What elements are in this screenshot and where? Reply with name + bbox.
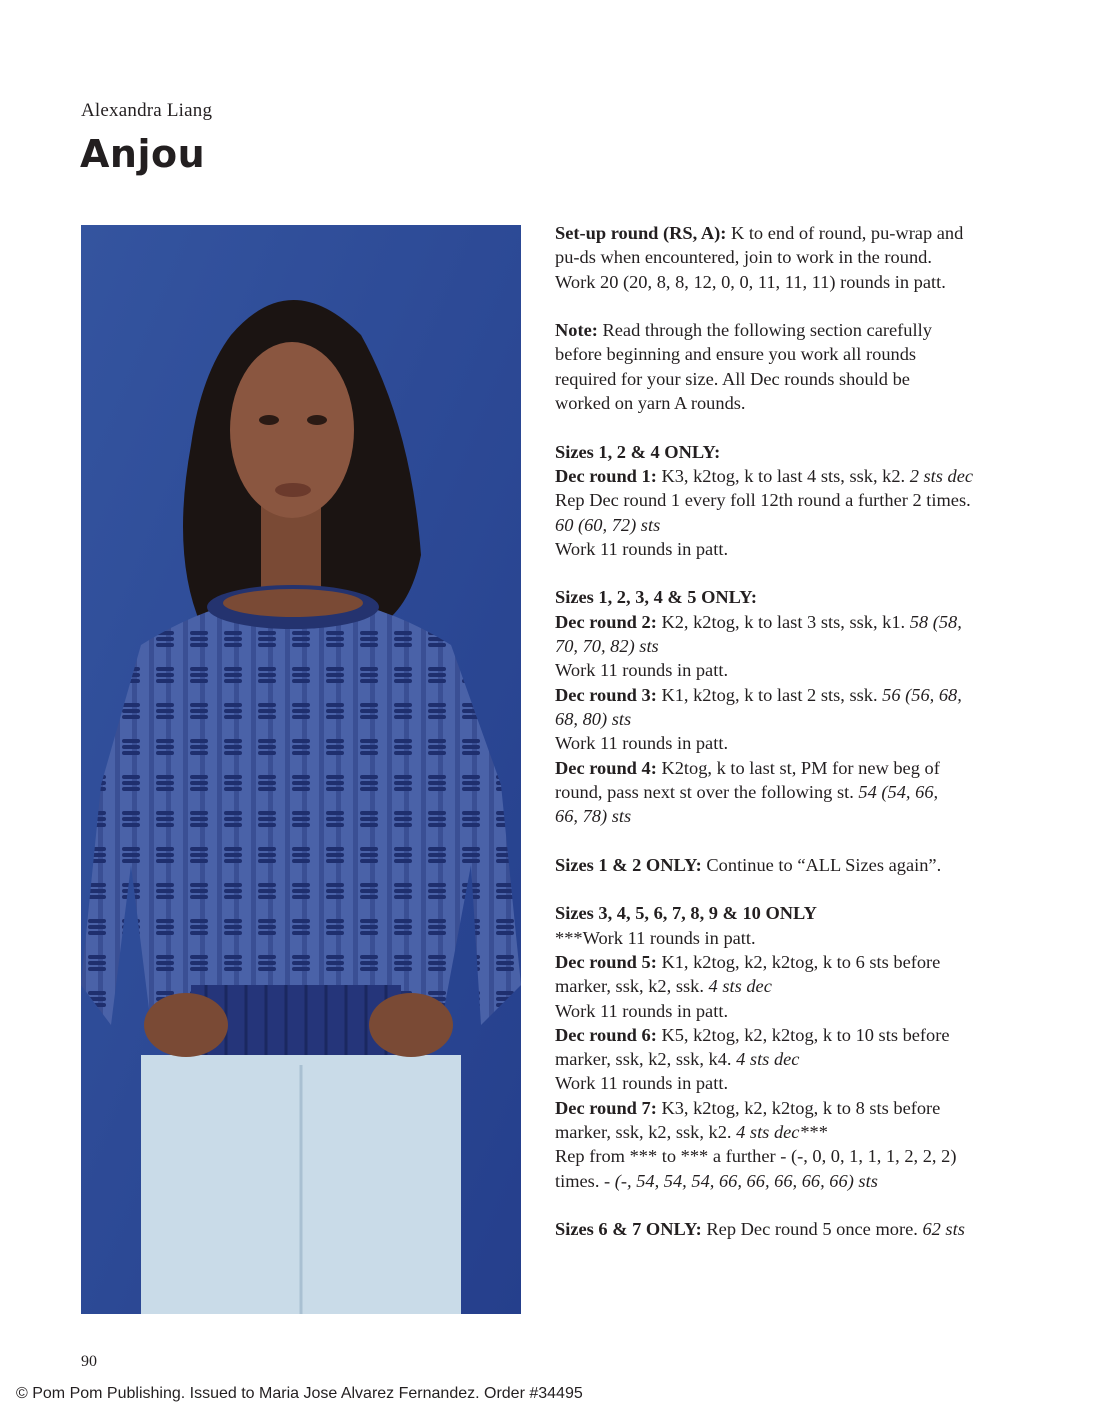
section-heading: Sizes 1, 2 & 4 ONLY:: [555, 441, 721, 462]
setup-text: K to end of round, pu-wrap and: [726, 223, 964, 243]
model-photo-icon: [81, 225, 521, 1314]
note-text: worked on yarn A rounds.: [555, 393, 746, 414]
setup-round-paragraph: [555, 221, 1005, 294]
work-rounds-text: Work 11 rounds in patt.: [555, 1000, 729, 1021]
dec-round-text: K1, k2tog, k2, k2tog, k to 6 sts before: [656, 951, 941, 972]
setup-text: pu-ds when encountered, join to work in the round.: [555, 247, 932, 268]
dec-round-label: Dec round 7:: [555, 1097, 657, 1118]
setup-label: Set-up round (RS, A):: [555, 223, 727, 243]
section-label: Sizes 1 & 2 ONLY:: [555, 854, 702, 875]
dec-round-text: marker, ssk, k2, ssk, k2.: [555, 1121, 737, 1142]
sizes-3-to-10-section: [555, 901, 1005, 1193]
stitch-count: 68, 80) sts: [555, 708, 632, 729]
note-paragraph: [555, 318, 1005, 415]
sizes-1-2-4-section: [555, 440, 1005, 561]
dec-round-text: marker, ssk, k2, ssk.: [555, 976, 709, 997]
work-rounds-text: Work 11 rounds in patt.: [555, 538, 729, 559]
page-number: 90: [81, 1353, 97, 1370]
work-rounds-text: Work 11 rounds in patt.: [555, 1073, 729, 1094]
dec-round-text: K2tog, k to last st, PM for new beg of: [656, 757, 940, 778]
dec-round-text: K2, k2tog, k to last 3 sts, ssk, k1.: [656, 611, 910, 632]
stitch-count: 4 sts dec: [736, 1049, 800, 1070]
dec-round-text: marker, ssk, k2, ssk, k4.: [555, 1049, 737, 1070]
dec-round-text: K1, k2tog, k to last 2 sts, ssk.: [656, 684, 883, 705]
section-label: Sizes 6 & 7 ONLY:: [555, 1219, 702, 1240]
note-text: required for your size. All Dec rounds should be: [555, 368, 910, 389]
author-name: Alexandra Liang: [81, 100, 213, 121]
dec-round-label: Dec round 3:: [555, 684, 657, 705]
work-rounds-text: Work 11 rounds in patt.: [555, 733, 729, 754]
section-heading: Sizes 3, 4, 5, 6, 7, 8, 9 & 10 ONLY: [555, 903, 817, 924]
sizes-1-2-section: [555, 853, 1005, 877]
work-rounds-text: ***Work 11 rounds in patt.: [555, 927, 756, 948]
note-text: before beginning and ensure you work all rounds: [555, 344, 917, 365]
sizes-1-2-3-4-5-section: [555, 585, 1005, 828]
work-rounds-text: Work 11 rounds in patt.: [555, 660, 729, 681]
stitch-count: 60 (60, 72) sts: [555, 514, 661, 535]
dec-round-text: K3, k2tog, k to last 4 sts, ssk, k2.: [656, 465, 910, 486]
section-heading: Sizes 1, 2, 3, 4 & 5 ONLY:: [555, 587, 757, 608]
sizes-6-7-section: [555, 1217, 1005, 1241]
stitch-count: 54 (54, 66,: [858, 781, 939, 802]
note-text: Read through the following section carefully: [597, 320, 932, 341]
dec-round-label: Dec round 2:: [555, 611, 657, 632]
stitch-count: 58 (58,: [909, 611, 962, 632]
dec-round-label: Dec round 6:: [555, 1024, 657, 1045]
section-text: Rep Dec round 5 once more.: [701, 1219, 923, 1240]
dec-round-label: Dec round 5:: [555, 951, 657, 972]
stitch-count: 70, 70, 82) sts: [555, 636, 659, 657]
setup-text: Work 20 (20, 8, 8, 12, 0, 0, 11, 11, 11) rounds in patt.: [555, 271, 946, 292]
section-text: Continue to “ALL Sizes again”.: [701, 854, 942, 875]
stitch-count: 56 (56, 68,: [882, 684, 962, 705]
stitch-count: 4 sts dec: [708, 976, 772, 997]
dec-round-label: Dec round 4:: [555, 757, 657, 778]
dec-round-text: K3, k2tog, k2, k2tog, k to 8 sts before: [656, 1097, 941, 1118]
repeat-text: Rep Dec round 1 every foll 12th round a further 2 times.: [555, 490, 971, 511]
stitch-count: 2 sts dec: [909, 465, 974, 486]
stitch-count: 62 sts: [922, 1219, 965, 1240]
pattern-instructions: [555, 221, 1005, 1266]
note-label: Note:: [555, 320, 598, 341]
repeat-text: times. -: [555, 1170, 615, 1191]
repeat-text: Rep from *** to *** a further - (-, 0, 0, 1, 1, 1, 2, 2, 2): [555, 1146, 957, 1167]
copyright-notice: © Pom Pom Publishing. Issued to Maria Jose Alvarez Fernandez. Order #34495: [16, 1385, 583, 1402]
stitch-count: (-, 54, 54, 54, 66, 66, 66, 66, 66) sts: [614, 1170, 878, 1191]
stitch-count: 66, 78) sts: [555, 806, 632, 827]
dec-round-text: round, pass next st over the following st.: [555, 781, 859, 802]
stitch-count: 4 sts dec***: [736, 1121, 828, 1142]
dec-round-text: K5, k2tog, k2, k2tog, k to 10 sts before: [656, 1024, 950, 1045]
dec-round-label: Dec round 1:: [555, 465, 657, 486]
pattern-title: Anjou: [80, 132, 206, 176]
